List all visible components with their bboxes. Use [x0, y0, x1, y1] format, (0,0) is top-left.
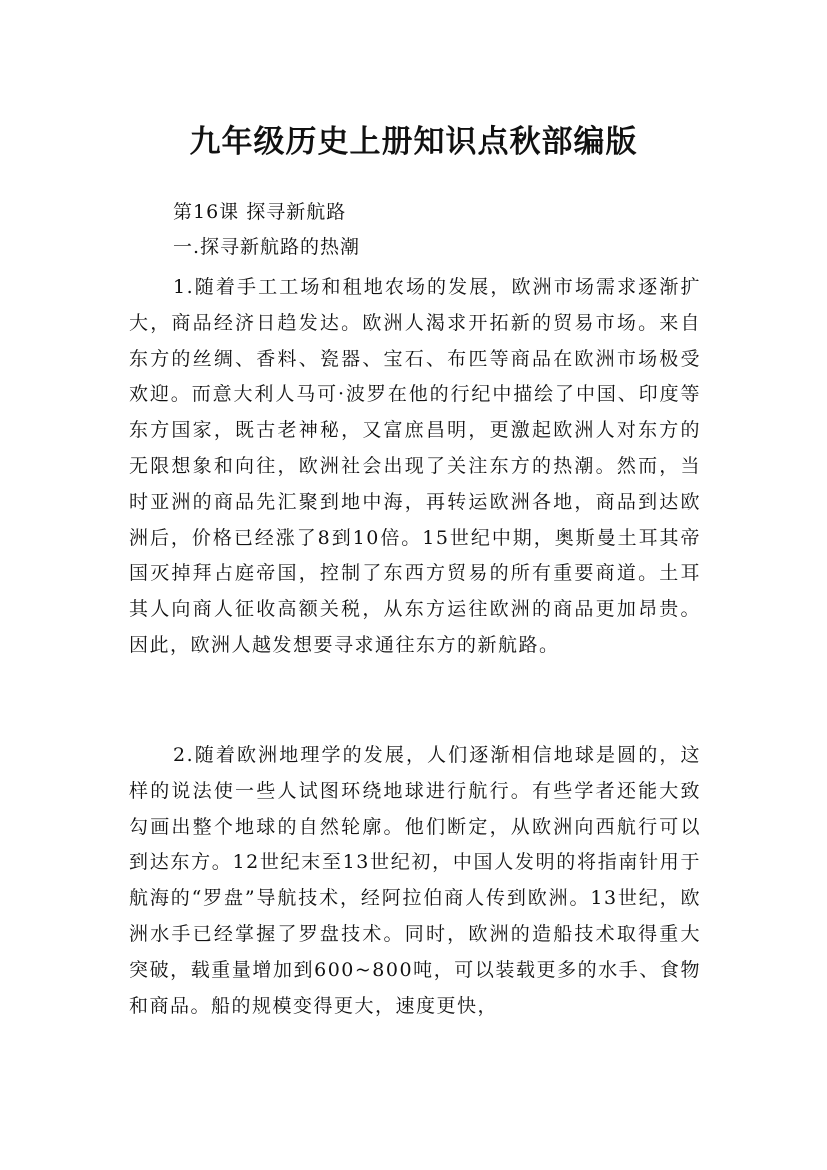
lesson-title: 第16课 探寻新航路: [173, 201, 347, 223]
document-title: 九年级历史上册知识点秋部编版: [189, 123, 638, 160]
paragraph-1: 1.随着手工工场和租地农场的发展，欧洲市场需求逐渐扩大，商品经济日趋发达。欧洲人渴求开拓新的贸易市场。来自东方的丝绸、香料、瓷器、宝石、布匹等商品在欧洲市场极受欢迎。而意大利人马可·波罗在他的行纪中描绘了中国、印度等东方国家，既古老神秘，又富庶昌明，更激起欧洲人对东方的无限想象和向往，欧洲社会出现了关注东方的热潮。然而，当时亚洲的商品先汇聚到地中海，再转运欧洲各地，商品到达欧洲后，价格已经涨了8到10倍。15世纪中期，奥斯曼土耳其帝国灭掉拜占庭帝国，控制了东西方贸易的所有重要商道。土耳其人向商人征收高额关税，从东方运往欧洲的商品更加昂贵。因此，欧洲人越发想要寻求通往东方的新航路。: [129, 276, 701, 656]
paragraph-2: 2.随着欧洲地理学的发展，人们逐渐相信地球是圆的，这样的说法使一些人试图环绕地球进行航行。有些学者还能大致勾画出整个地球的自然轮廓。他们断定，从欧洲向西航行可以到达东方。12世纪末至13世纪初，中国人发明的将指南针用于航海的“罗盘”导航技术，经阿拉伯商人传到欧洲。13世纪，欧洲水手已经掌握了罗盘技术。同时，欧洲的造船技术取得重大突破，载重量增加到600~800吨，可以装载更多的水手、食物和商品。船的规模变得更大，速度更快，: [129, 744, 701, 1017]
section-title: 一.探寻新航路的热潮: [173, 236, 361, 258]
